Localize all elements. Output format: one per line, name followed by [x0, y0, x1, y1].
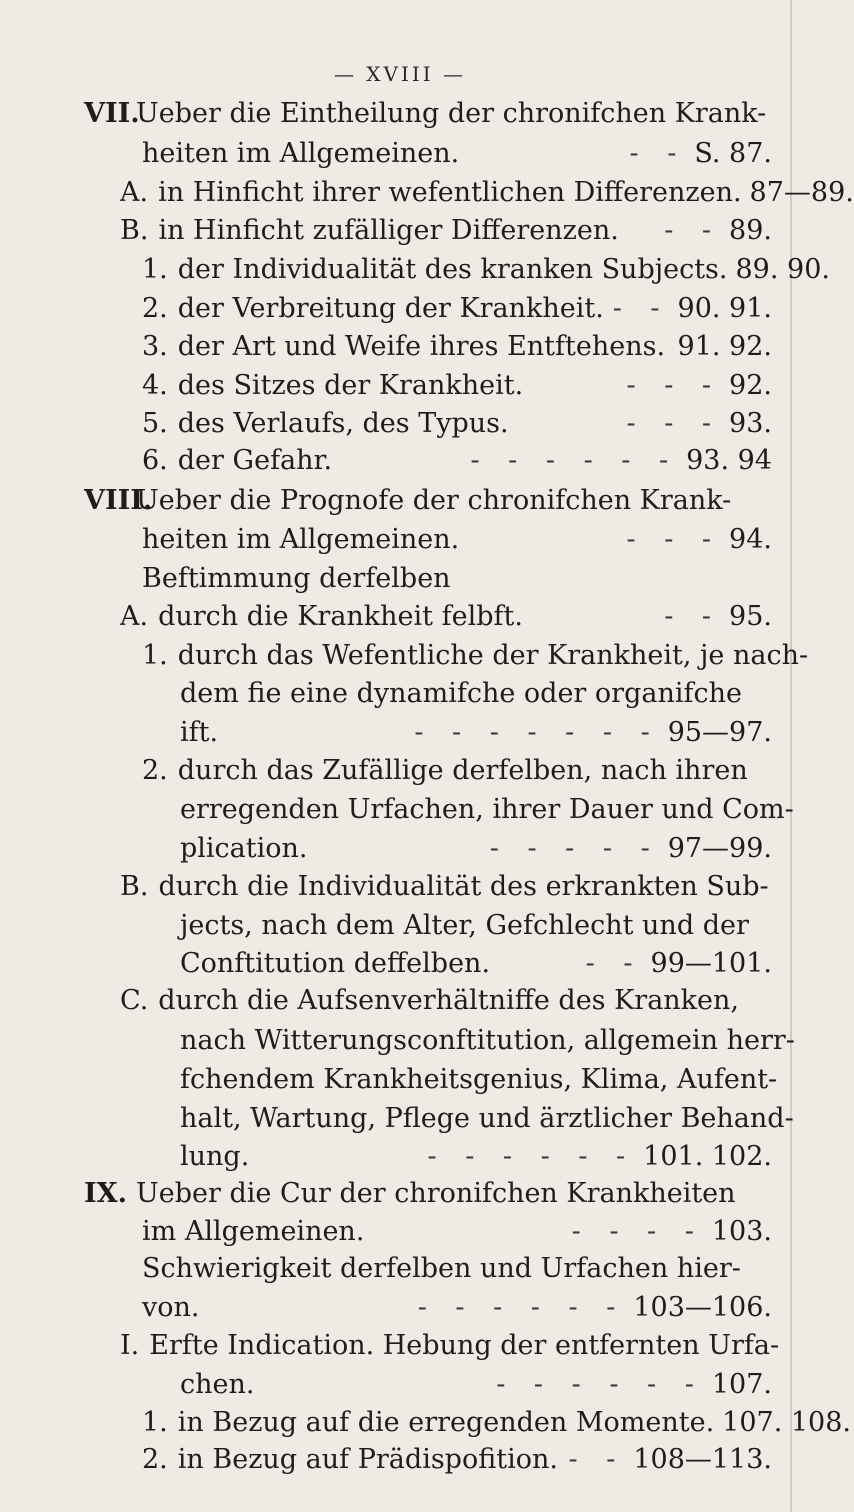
- dot-leader: - -: [664, 601, 722, 632]
- toc-entry-marker: 4.: [142, 370, 168, 401]
- toc-entry: [142, 1212, 772, 1252]
- toc-entry-text: in Bezug auf Prädispofition.: [177, 1444, 558, 1475]
- page-edge-line: [790, 0, 792, 1512]
- toc-entry-pages: 108—113.: [633, 1444, 772, 1475]
- toc-entry-text: ift.: [180, 717, 219, 748]
- dot-leader: - -: [568, 1444, 626, 1475]
- toc-entry-pages: 87—89.: [749, 177, 854, 208]
- toc-entry-text: chen.: [180, 1369, 255, 1400]
- toc-entry-marker: 2.: [142, 755, 168, 786]
- toc-entry-marker: 2.: [142, 293, 168, 324]
- toc-entry: [142, 1440, 772, 1480]
- toc-entry: [120, 867, 772, 907]
- toc-entry-pages: 95.: [729, 601, 772, 632]
- toc-entry: [120, 211, 772, 251]
- toc-entry-text: in Bezug auf die erregenden Momente.: [177, 1407, 715, 1438]
- toc-entry-marker: 6.: [142, 445, 168, 476]
- toc-entry: [142, 559, 772, 599]
- toc-entry: [180, 944, 772, 984]
- toc-entry-pages: 94.: [729, 524, 772, 555]
- toc-entry-marker: C.: [120, 985, 149, 1016]
- toc-entry-text: halt, Wartung, Pflege und ärztlicher Behand-: [180, 1103, 794, 1134]
- toc-entry-text: der Gefahr.: [177, 445, 333, 476]
- toc-entry: [142, 1249, 772, 1289]
- toc-entry-marker: IX.: [84, 1178, 127, 1209]
- toc-entry-text: durch die Aufsenverhältniffe des Kranken,: [158, 985, 739, 1016]
- toc-entry: [142, 134, 772, 174]
- toc-entry: [180, 1060, 778, 1100]
- toc-entry: [142, 520, 772, 560]
- toc-entry: [142, 366, 772, 406]
- toc-entry: [84, 481, 772, 521]
- toc-entry: [120, 1326, 780, 1366]
- toc-entry: [180, 790, 794, 830]
- toc-entry-text: heiten im Allgemeinen.: [142, 138, 460, 169]
- toc-entry-text: des Sitzes der Krankheit.: [177, 370, 524, 401]
- toc-entry-text: plication.: [180, 833, 308, 864]
- toc-entry-marker: 5.: [142, 408, 168, 439]
- toc-entry: [120, 173, 854, 213]
- toc-entry: [180, 1365, 772, 1405]
- toc-entry-text: durch das Wefentliche der Krankheit, je nach-: [177, 640, 809, 671]
- toc-entry-pages: 103.: [711, 1216, 772, 1247]
- dot-leader: - -: [585, 948, 643, 979]
- toc-entry-pages: 90. 91.: [677, 293, 772, 324]
- dot-leader: - -: [612, 293, 670, 324]
- toc-entry-text: erregenden Urfachen, ihrer Dauer und Com-: [180, 794, 794, 825]
- toc-entry: [142, 751, 772, 791]
- toc-entry: [180, 674, 772, 714]
- toc-entry-text: dem fie eine dynamifche oder organifche: [180, 678, 742, 709]
- dot-leader: - - - -: [571, 1216, 704, 1247]
- toc-entry-text: lung.: [180, 1141, 250, 1172]
- toc-entry-text: Ueber die Eintheilung der chronifchen Krank-: [136, 98, 767, 129]
- toc-entry-marker: 1.: [142, 640, 168, 671]
- toc-entry-text: des Verlaufs, des Typus.: [177, 408, 509, 439]
- toc-entry-text: Schwierigkeit derfelben und Urfachen hier-: [142, 1253, 741, 1284]
- dot-leader: - -: [664, 215, 722, 246]
- toc-entry-text: fchendem Krankheitsgenius, Klima, Aufent-: [180, 1064, 778, 1095]
- toc-entry-pages: 101. 102.: [643, 1141, 772, 1172]
- toc-entry: [142, 250, 830, 290]
- dot-leader: - - -: [626, 370, 722, 401]
- toc-entry: [142, 636, 809, 676]
- toc-entry-pages: S. 87.: [694, 138, 772, 169]
- toc-entry: [142, 404, 772, 444]
- toc-entry: [84, 1174, 772, 1214]
- toc-entry-marker: I.: [120, 1330, 140, 1361]
- toc-entry-marker: A.: [120, 177, 149, 208]
- toc-entry-pages: 89. 90.: [735, 254, 830, 285]
- toc-entry-pages: 107.: [711, 1369, 772, 1400]
- toc-entry-pages: 93.: [729, 408, 772, 439]
- dot-leader: - - - - - -: [417, 1292, 626, 1323]
- toc-entry-text: durch das Zufällige derfelben, nach ihren: [177, 755, 748, 786]
- toc-entry: [142, 289, 772, 329]
- toc-entry-text: Ueber die Prognofe der chronifchen Krank-: [136, 485, 732, 516]
- toc-entry-marker: B.: [120, 871, 149, 902]
- dot-leader: - - - - - -: [496, 1369, 704, 1400]
- toc-entry: [120, 981, 772, 1021]
- dot-leader: - - - - - - -: [414, 717, 660, 748]
- toc-entry-text: Erfte Indication. Hebung der entfernten Urfa-: [149, 1330, 780, 1361]
- toc-entry-text: der Verbreitung der Krankheit.: [177, 293, 604, 324]
- toc-entry-text: von.: [142, 1292, 200, 1323]
- toc-entry-marker: B.: [120, 215, 149, 246]
- dot-leader: - -: [629, 138, 687, 169]
- toc-entry: [180, 1021, 795, 1061]
- toc-entry-pages: 103—106.: [633, 1292, 772, 1323]
- toc-entry-marker: VIII.: [84, 485, 153, 516]
- toc-entry-marker: 1.: [142, 254, 168, 285]
- toc-entry-marker: VII.: [84, 98, 140, 129]
- toc-entry: [120, 597, 772, 637]
- toc-entry-text: der Art und Weife ihres Entftehens.: [177, 331, 666, 362]
- toc-entry-pages: 91. 92.: [677, 331, 772, 362]
- toc-entry: [180, 1099, 794, 1139]
- toc-entry: [142, 327, 772, 367]
- dot-leader: - - - - - -: [427, 1141, 636, 1172]
- toc-entry-text: durch die Krankheit felbft.: [158, 601, 523, 632]
- toc-entry: [180, 906, 772, 946]
- toc-entry-pages: 107. 108.: [722, 1407, 851, 1438]
- toc-entry-marker: 3.: [142, 331, 168, 362]
- dot-leader: - - - - - -: [470, 445, 679, 476]
- toc-entry-text: in Hinficht zufälliger Differenzen.: [158, 215, 619, 246]
- dot-leader: - - -: [626, 524, 722, 555]
- toc-entry: [84, 94, 772, 134]
- toc-entry: [180, 1137, 772, 1177]
- toc-entry-marker: 2.: [142, 1444, 168, 1475]
- toc-entry-pages: 93. 94: [686, 445, 772, 476]
- toc-entry-text: der Individualität des kranken Subjects.: [177, 254, 728, 285]
- toc-entry: [142, 441, 772, 481]
- dot-leader: - - -: [626, 408, 722, 439]
- toc-entry: [142, 1288, 772, 1328]
- toc-entry-pages: 97—99.: [667, 833, 772, 864]
- toc-entry-pages: 99—101.: [650, 948, 772, 979]
- dot-leader: - - - - -: [489, 833, 660, 864]
- toc-entry: [180, 829, 772, 869]
- toc-entry-marker: 1.: [142, 1407, 168, 1438]
- toc-entry: [142, 1403, 851, 1443]
- toc-entry-text: heiten im Allgemeinen.: [142, 524, 460, 555]
- toc-entry-text: Ueber die Cur der chronifchen Krankheiten: [136, 1178, 736, 1209]
- toc-entry-text: durch die Individualität des erkrankten Sub-: [158, 871, 769, 902]
- toc-entry-marker: A.: [120, 601, 149, 632]
- toc-entry-pages: 89.: [729, 215, 772, 246]
- toc-entry-text: in Hinficht ihrer wefentlichen Differenzen.: [158, 177, 742, 208]
- toc-entry-text: Beftimmung derfelben: [142, 563, 451, 594]
- page-header: — XVIII —: [333, 62, 467, 86]
- toc-entry-text: nach Witterungsconftitution, allgemein herr-: [180, 1025, 795, 1056]
- toc-entry: [180, 713, 772, 753]
- toc-entry-pages: 92.: [729, 370, 772, 401]
- toc-entry-text: Conftitution deffelben.: [180, 948, 491, 979]
- toc-entry-pages: 95—97.: [667, 717, 772, 748]
- toc-entry-text: im Allgemeinen.: [142, 1216, 365, 1247]
- toc-entry-text: jects, nach dem Alter, Gefchlecht und der: [180, 910, 749, 941]
